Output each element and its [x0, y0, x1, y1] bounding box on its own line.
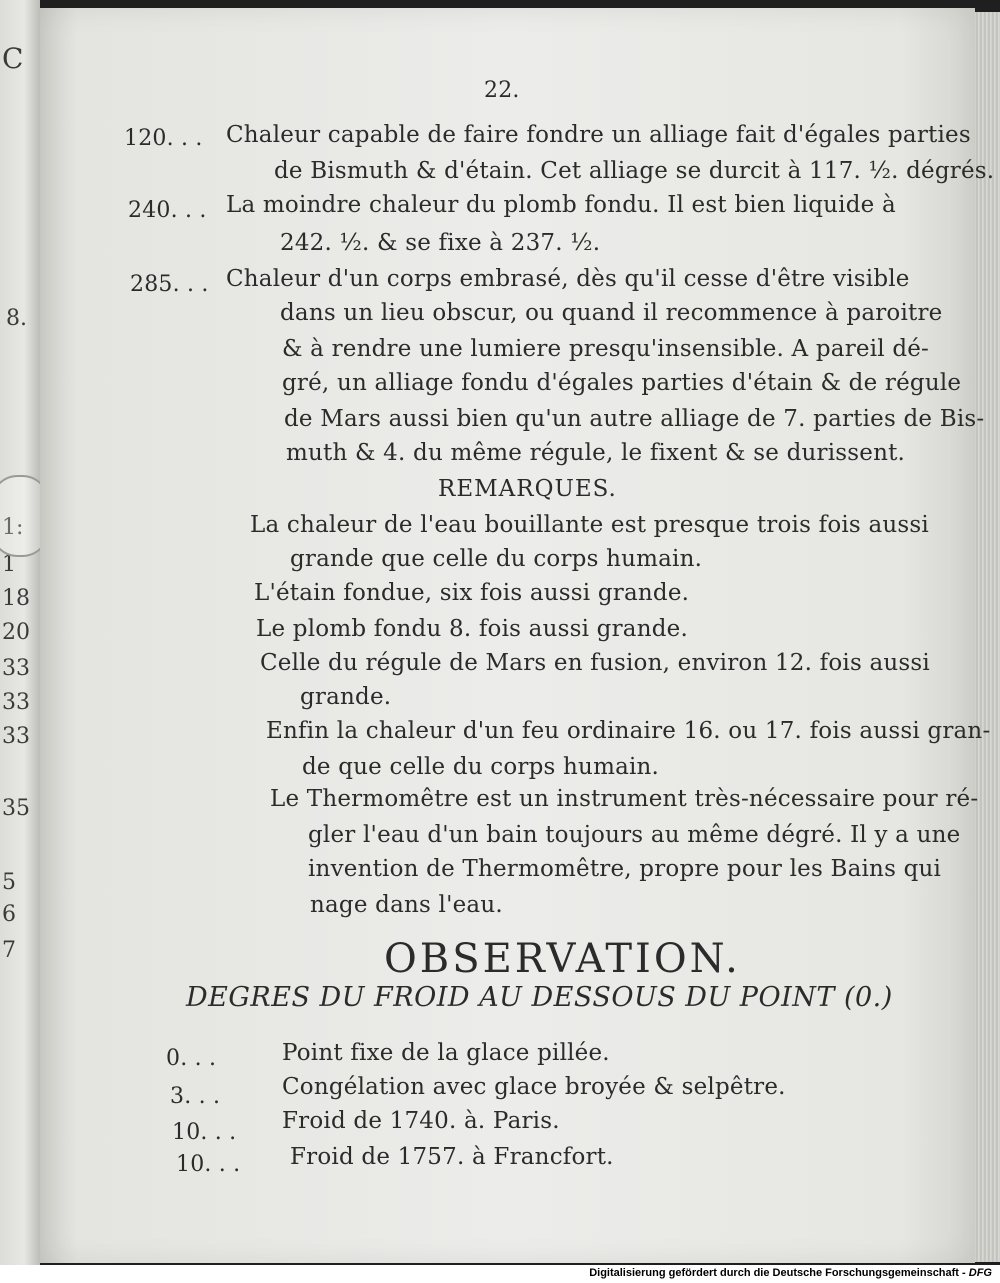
froid-text: Froid de 1757. à Francfort.: [290, 1144, 614, 1170]
margin-fragment: 33: [2, 690, 30, 715]
froid-text: Point fixe de la glace pillée.: [282, 1040, 610, 1066]
margin-fragment: 33: [2, 656, 30, 681]
remark-line: invention de Thermomêtre, propre pour les Bains qui: [308, 856, 942, 882]
entry-line: & à rendre une lumiere presqu'insensible. A pareil dé-: [282, 336, 930, 362]
entry-line: de Mars aussi bien qu'un autre alliage de 7. parties de Bis-: [284, 406, 985, 432]
margin-fragment: 18: [2, 586, 30, 611]
remark-line: Le Thermomêtre est un instrument très-nécessaire pour ré-: [270, 786, 979, 812]
page-number: 22.: [484, 78, 520, 103]
remark-line: grande que celle du corps humain.: [290, 546, 703, 572]
margin-fragment: 35: [2, 796, 30, 821]
remark-line: nage dans l'eau.: [310, 892, 503, 918]
margin-fragment: 33: [2, 724, 30, 749]
entry-line: La moindre chaleur du plomb fondu. Il est bien liquide à: [226, 192, 896, 218]
entry-line: Chaleur capable de faire fondre un alliage fait d'égales parties: [226, 122, 971, 148]
margin-fragment: 1: [2, 552, 16, 577]
remark-line: gler l'eau d'un bain toujours au même dégré. Il y a une: [308, 822, 961, 848]
entry-number: 240. . .: [128, 198, 207, 223]
remark-line: Le plomb fondu 8. fois aussi grande.: [256, 616, 688, 642]
margin-fragment: 8.: [6, 306, 27, 331]
footer-bar: [0, 1265, 1000, 1283]
entry-line: Chaleur d'un corps embrasé, dès qu'il cesse d'être visible: [226, 266, 910, 292]
margin-fragment: 5: [2, 870, 16, 895]
section-subheading: DEGRES DU FROID AU DESSOUS DU POINT (0.): [186, 982, 893, 1013]
page-stack-edge: [975, 12, 1000, 1262]
entry-number: 120. . .: [124, 126, 203, 151]
margin-fragment: 1:: [2, 515, 24, 540]
facing-page-edge: [0, 0, 40, 1265]
remark-line: La chaleur de l'eau bouillante est presque trois fois aussi: [250, 512, 929, 538]
entry-line: 242. ½. & se fixe à 237. ½.: [280, 230, 601, 256]
dfg-logo: DFG: [968, 1267, 992, 1279]
entry-number: 285. . .: [130, 272, 209, 297]
froid-number: 3. . .: [170, 1084, 221, 1109]
froid-number: 10. . .: [172, 1120, 237, 1145]
margin-fragment: 20: [2, 620, 30, 645]
remark-line: Enfin la chaleur d'un feu ordinaire 16. ou 17. fois aussi gran-: [266, 718, 991, 744]
froid-text: Congélation avec glace broyée & selpêtre.: [282, 1074, 786, 1100]
entry-line: gré, un alliage fondu d'égales parties d'étain & de régule: [282, 370, 962, 396]
margin-fragment: 7: [2, 938, 16, 963]
entry-line: dans un lieu obscur, ou quand il recommence à paroitre: [280, 300, 943, 326]
margin-fragment: 6: [2, 902, 16, 927]
remark-line: de que celle du corps humain.: [302, 754, 660, 780]
footer-credit: Digitalisierung gefördert durch die Deutsche Forschungsgemeinschaft - DFG: [589, 1267, 992, 1279]
froid-number: 10. . .: [176, 1152, 241, 1177]
froid-text: Froid de 1740. à. Paris.: [282, 1108, 560, 1134]
remark-line: L'étain fondue, six fois aussi grande.: [254, 580, 690, 606]
entry-line: de Bismuth & d'étain. Cet alliage se durcit à 117. ½. dégrés.: [274, 158, 995, 184]
entry-line: muth & 4. du même régule, le fixent & se durissent.: [286, 440, 906, 466]
remark-line: grande.: [300, 684, 392, 710]
remark-line: Celle du régule de Mars en fusion, environ 12. fois aussi: [260, 650, 930, 676]
margin-fragment: C: [2, 42, 24, 75]
froid-number: 0. . .: [166, 1046, 217, 1071]
section-heading-observation: OBSERVATION.: [384, 936, 741, 982]
section-heading-remarques: REMARQUES.: [438, 476, 617, 502]
